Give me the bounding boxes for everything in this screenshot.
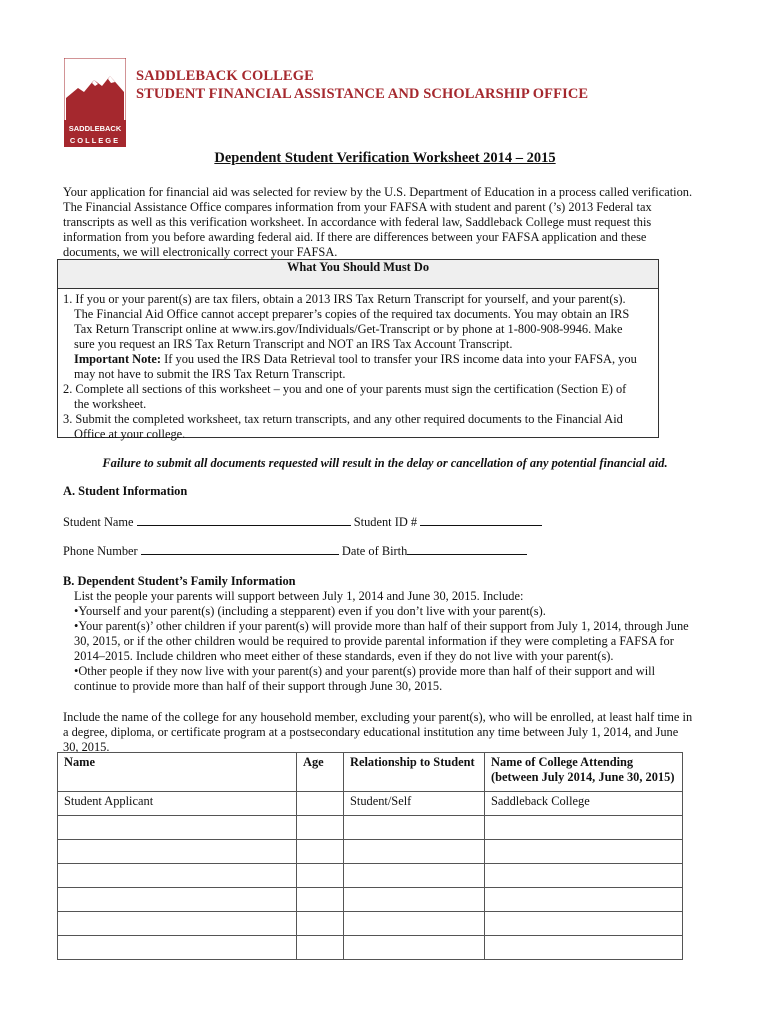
header-college-line2: (between July 2014, June 30, 2015)	[491, 770, 675, 784]
table-row	[58, 864, 683, 888]
cell-name[interactable]	[58, 936, 297, 960]
cell-college[interactable]	[485, 816, 683, 840]
table-row	[58, 888, 683, 912]
table-row	[58, 936, 683, 960]
college-note	[63, 710, 723, 755]
table-header-row	[58, 753, 683, 792]
table-row	[58, 840, 683, 864]
cell-relationship[interactable]	[344, 816, 485, 840]
instructions-box	[57, 259, 659, 441]
instruction-line: may not have to submit the IRS Tax Return Transcript.	[74, 367, 346, 381]
section-b-line: List the people your parents will support between July 1, 2014 and June 30, 2015. Include:	[74, 589, 524, 603]
cell-relationship[interactable]	[344, 864, 485, 888]
table-row	[58, 816, 683, 840]
cell-college[interactable]	[485, 888, 683, 912]
instruction-line: sure you request an IRS Tax Return Transcript and NOT an IRS Tax Account Transcript.	[74, 337, 513, 351]
table-row	[58, 912, 683, 936]
section-a-heading: A. Student Information	[63, 484, 188, 498]
intro-paragraph	[63, 185, 713, 260]
header-relationship: Relationship to Student	[344, 753, 485, 792]
cell-college[interactable]	[485, 936, 683, 960]
college-note-line: a degree, diploma, or certificate program at a postsecondary educational institution any time between July 1, 2014, and June	[63, 725, 679, 739]
college-name: SADDLEBACK COLLEGE	[136, 68, 314, 84]
phone-field[interactable]	[141, 543, 339, 555]
header-name: Name	[58, 753, 297, 792]
cell-college[interactable]	[485, 864, 683, 888]
student-name-field[interactable]	[137, 514, 351, 526]
cell-relationship[interactable]	[344, 936, 485, 960]
warning-text: Failure to submit all documents requested will result in the delay or cancellation of any potential financial aid.	[102, 456, 668, 470]
household-table	[57, 752, 683, 960]
cell-college[interactable]	[485, 840, 683, 864]
cell-name[interactable]	[58, 840, 297, 864]
student-name-row	[63, 514, 542, 530]
cell-age[interactable]	[297, 864, 344, 888]
cell-college[interactable]	[485, 912, 683, 936]
cell-name[interactable]	[58, 864, 297, 888]
important-note	[63, 352, 655, 367]
cell-name[interactable]	[58, 816, 297, 840]
intro-line: The Financial Assistance Office compares information from your FAFSA with student and parent (’s) 2013 Federal tax	[63, 200, 652, 214]
section-b-line: 2014–2015. Include children who meet either of these standards, even if they do not live with your parent(s).	[74, 649, 614, 663]
office-name: STUDENT FINANCIAL ASSISTANCE AND SCHOLARSHIP OFFICE	[136, 86, 589, 102]
cell-name[interactable]	[58, 912, 297, 936]
cell-age[interactable]	[297, 912, 344, 936]
section-b-line: 30, 2015, or if the other children would be required to provide parental information if they were completing a FAFSA for	[74, 634, 674, 648]
section-b-instructions	[63, 589, 723, 694]
section-b-line: •Yourself and your parent(s) (including a stepparent) even if you don’t live with your parent(s).	[74, 604, 546, 618]
phone-label: Phone Number	[63, 544, 138, 558]
cell-relationship[interactable]	[344, 888, 485, 912]
office-header	[136, 67, 588, 103]
instruction-line: 3. Submit the completed worksheet, tax return transcripts, and any other required documents to the Financial Aid	[63, 412, 623, 426]
intro-line: Your application for financial aid was selected for review by the U.S. Department of Education in a process called verification.	[63, 185, 693, 199]
cell-age[interactable]	[297, 816, 344, 840]
instructions-heading: What You Should Must Do	[58, 260, 658, 289]
instruction-line: Tax Return Transcript online at www.irs.gov/Individuals/Get-Transcript or by phone at 1-800-908-9946. Make	[74, 322, 623, 336]
dob-label: Date of Birth	[341, 544, 408, 558]
cell-age[interactable]	[297, 888, 344, 912]
header-college	[485, 753, 683, 792]
instruction-line: the worksheet.	[74, 397, 147, 411]
cell-name[interactable]: Student Applicant	[58, 792, 297, 816]
student-name-label: Student Name	[63, 515, 134, 529]
cell-relationship[interactable]	[344, 912, 485, 936]
cell-name[interactable]	[58, 888, 297, 912]
student-id-label: Student ID #	[353, 515, 418, 529]
instruction-line: 2. Complete all sections of this worksheet – you and one of your parents must sign the certification (Section E) of	[63, 382, 627, 396]
intro-line: information from you before awarding federal aid. If there are differences between your FAFSA application and these	[63, 230, 647, 244]
cell-age[interactable]	[297, 792, 344, 816]
saddleback-college-logo	[64, 58, 126, 147]
cell-age[interactable]	[297, 936, 344, 960]
cell-relationship[interactable]	[344, 840, 485, 864]
dob-field[interactable]	[407, 543, 527, 555]
header-age: Age	[297, 753, 344, 792]
instructions-list	[63, 292, 655, 442]
table-row	[58, 792, 683, 816]
instruction-line: The Financial Aid Office cannot accept preparer’s copies of the required tax documents. You may obtain an IRS	[74, 307, 630, 321]
mountain-logo-icon	[64, 58, 126, 147]
intro-line: transcripts as well as this verification worksheet. In accordance with federal law, Saddleback College must request this	[63, 215, 652, 229]
header-college-line1: Name of College Attending	[491, 755, 634, 769]
section-b-line: •Other people if they now live with your parent(s) and your parent(s) provide more than half of their support and will	[74, 664, 656, 678]
section-b-line: continue to provide more than half of their support through June 30, 2015.	[74, 679, 443, 693]
college-note-line: 30, 2015.	[63, 740, 110, 754]
important-note-label: Important Note:	[74, 352, 162, 366]
section-b-heading: B. Dependent Student’s Family Information	[63, 574, 296, 588]
instruction-line: Office at your college.	[74, 427, 186, 441]
instruction-line: 1. If you or your parent(s) are tax filers, obtain a 2013 IRS Tax Return Transcript for yourself, and your parent(s).	[63, 292, 626, 306]
important-note-text: If you used the IRS Data Retrieval tool to transfer your IRS income data into your FAFSA, you	[161, 352, 637, 366]
section-b-line: •Your parent(s)’ other children if your parent(s) will provide more than half of their support from July 1, 2014, through June	[74, 619, 689, 633]
cell-college[interactable]: Saddleback College	[485, 792, 683, 816]
logo-text-bottom: COLLEGE	[69, 136, 121, 145]
phone-dob-row	[63, 543, 527, 559]
college-note-line: Include the name of the college for any household member, excluding your parent(s), who will be enrolled, at least half time in	[63, 710, 693, 724]
cell-relationship[interactable]: Student/Self	[344, 792, 485, 816]
logo-text-top: SADDLEBACK	[68, 124, 122, 133]
document-title: Dependent Student Verification Worksheet 2014 – 2015	[214, 150, 556, 166]
student-id-field[interactable]	[420, 514, 542, 526]
cell-age[interactable]	[297, 840, 344, 864]
intro-line: documents, we will electronically correct your FAFSA.	[63, 245, 338, 259]
